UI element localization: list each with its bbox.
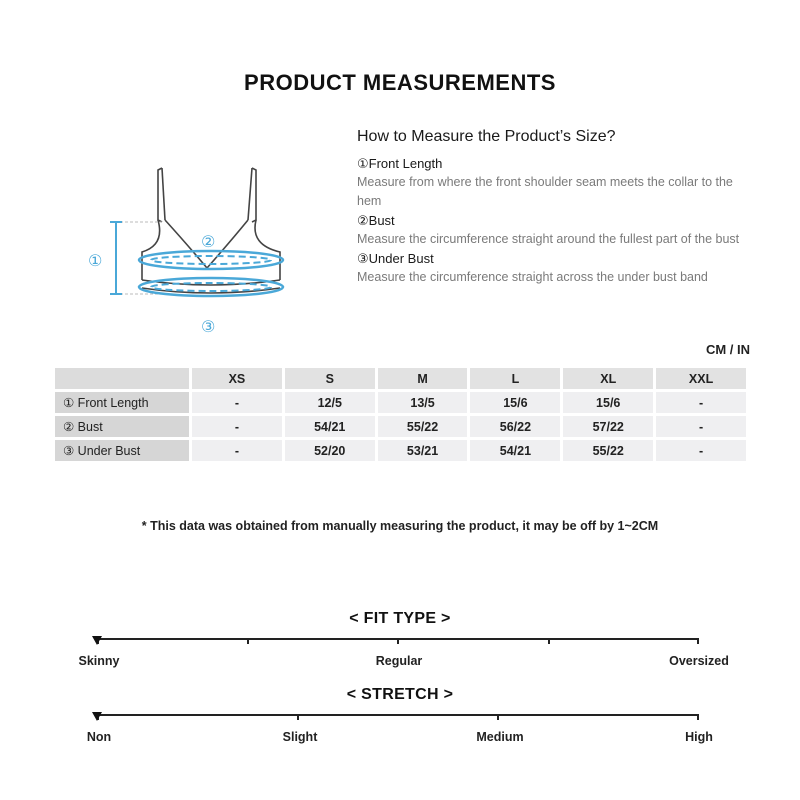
step-under-bust-title: ③Under Bust [357, 251, 434, 266]
table-cell: - [656, 440, 746, 461]
fit-type-title: < FIT TYPE > [349, 610, 451, 627]
how-to-measure [357, 128, 757, 288]
fit-type-marker-icon [92, 636, 102, 645]
fit-label-skinny: Skinny [78, 654, 120, 668]
table-cell: 54/21 [470, 440, 560, 461]
stretch-label-non: Non [86, 730, 112, 744]
table-cell: 57/22 [563, 416, 653, 437]
table-header-row [55, 368, 746, 389]
table-cell: - [656, 392, 746, 413]
table-cell: 15/6 [470, 392, 560, 413]
table-cell: - [656, 416, 746, 437]
step-bust-description: Measure the circumference straight around the fullest part of the bust [357, 232, 740, 246]
step-front-length-description: Measure from where the front shoulder seam meets the collar to the hem [357, 175, 733, 208]
step-bust-title: ②Bust [357, 213, 395, 228]
table-cell: 53/21 [378, 440, 468, 461]
measurement-note: * This data was obtained from manually measuring the product, it may be off by 1~2CM [141, 519, 659, 533]
table-cell: 54/21 [285, 416, 375, 437]
scale-tick [697, 638, 699, 644]
stretch-scale [86, 714, 713, 744]
row-label: ① Front Length [55, 392, 189, 413]
scale-tick [548, 638, 550, 644]
table-cell: 12/5 [285, 392, 375, 413]
scale-tick [397, 638, 399, 644]
column-header: XL [563, 368, 653, 389]
measurement-figure [70, 160, 310, 340]
stretch-label-slight: Slight [282, 730, 318, 744]
column-header: M [378, 368, 468, 389]
scale-tick [697, 714, 699, 720]
table-corner-cell [55, 368, 189, 389]
column-header: S [285, 368, 375, 389]
how-to-heading: How to Measure the Product’s Size? [357, 128, 616, 145]
scale-tick [497, 714, 499, 720]
row-label: ③ Under Bust [55, 440, 189, 461]
table-row [55, 416, 746, 437]
page-title: PRODUCT MEASUREMENTS [244, 70, 556, 95]
fit-type-scale [78, 638, 729, 668]
table-cell: 55/22 [378, 416, 468, 437]
scale-tick [297, 714, 299, 720]
column-header: XS [192, 368, 282, 389]
marker-front-length: ① [88, 251, 103, 270]
table-cell: - [192, 392, 282, 413]
fit-label-regular: Regular [375, 654, 423, 668]
table-cell: - [192, 416, 282, 437]
table-cell: - [192, 440, 282, 461]
table-cell: 56/22 [470, 416, 560, 437]
marker-bust: ② [201, 232, 216, 251]
table-cell: 52/20 [285, 440, 375, 461]
stretch-title: < STRETCH > [346, 686, 454, 703]
column-header: L [470, 368, 560, 389]
step-front-length-title: ①Front Length [357, 156, 443, 171]
stretch-marker-icon [92, 712, 102, 721]
table-cell: 55/22 [563, 440, 653, 461]
scale-tick [247, 638, 249, 644]
stretch-label-high: High [685, 730, 713, 744]
table-cell: 15/6 [563, 392, 653, 413]
marker-under-bust: ③ [201, 317, 216, 336]
bra-outline-icon [70, 160, 310, 340]
unit-label: CM / IN [705, 342, 750, 357]
table-row [55, 440, 746, 461]
stretch-line [97, 714, 699, 716]
fit-label-oversized: Oversized [669, 654, 729, 668]
column-header: XXL [656, 368, 746, 389]
table-cell: 13/5 [378, 392, 468, 413]
table-row [55, 392, 746, 413]
size-table [52, 365, 749, 464]
step-under-bust-description: Measure the circumference straight across the under bust band [357, 270, 708, 284]
stretch-label-medium: Medium [476, 730, 524, 744]
row-label: ② Bust [55, 416, 189, 437]
